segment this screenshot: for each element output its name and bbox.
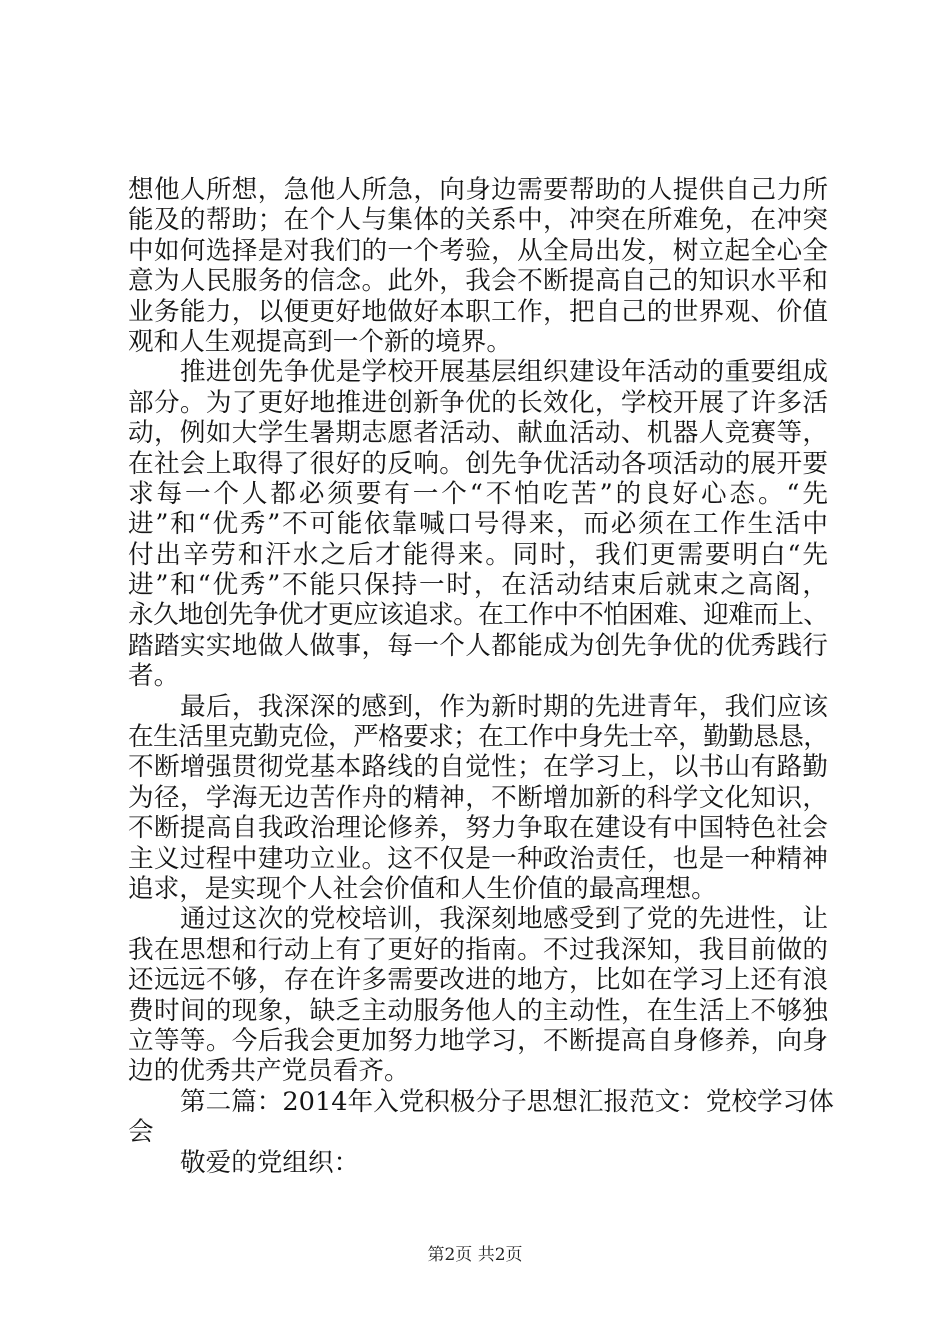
text-line: 立等等。今后我会更加努力地学习，不断提高自身修养，向身 (128, 1025, 828, 1056)
page-number-footer: 第2页 共2页 (427, 1245, 523, 1265)
text-line: 能及的帮助；在个人与集体的关系中，冲突在所难免，在冲突 (128, 205, 828, 236)
paragraph (128, 692, 828, 905)
text-line: 意为人民服务的信念。此外，我会不断提高自己的知识水平和 (128, 266, 828, 297)
text-line: 动，例如大学生暑期志愿者活动、献血活动、机器人竞赛等， (128, 418, 828, 449)
text-line: 还远远不够，存在许多需要改进的地方，比如在学习上还有浪 (128, 965, 828, 996)
heading-line: 第二篇：2014年入党积极分子思想汇报范文：党校学习体 (180, 1086, 834, 1117)
text-line: 最后，我深深的感到，作为新时期的先进青年，我们应该 (180, 691, 828, 722)
paragraph (128, 904, 828, 1086)
paragraph (128, 175, 828, 357)
text-line: 边的优秀共产党员看齐。 (128, 1056, 410, 1087)
paragraph (128, 357, 828, 691)
text-line: 不断提高自我政治理论修养，努力争取在建设有中国特色社会 (128, 813, 828, 844)
text-line: 业务能力，以便更好地做好本职工作，把自己的世界观、价值 (128, 296, 828, 327)
text-line: 通过这次的党校培训，我深刻地感受到了党的先进性，让 (180, 904, 828, 935)
text-line: 踏踏实实地做人做事，每一个人都能成为创先争优的优秀践行 (128, 630, 828, 661)
text-line: 费时间的现象，缺乏主动服务他人的主动性，在生活上不够独 (128, 995, 828, 1026)
text-line: 追求，是实现个人社会价值和人生价值的最高理想。 (128, 873, 717, 904)
text-line: 为径，学海无边苦作舟的精神，不断增加新的科学文化知识， (128, 782, 828, 813)
text-line: 推进创先争优是学校开展基层组织建设年活动的重要组成 (180, 357, 828, 388)
text-line: 不断增强贯彻党基本路线的自觉性；在学习上，以书山有路勤 (128, 752, 828, 783)
text-line: 求每一个人都必须要有一个“不怕吃苦”的良好心态。“先 (128, 478, 828, 509)
text-line: 永久地创先争优才更应该追求。在工作中不怕困难、迎难而上、 (128, 600, 828, 631)
text-line: 者。 (128, 661, 180, 692)
salutation-line: 敬爱的党组织： (180, 1147, 360, 1178)
text-line: 主义过程中建功立业。这不仅是一种政治责任，也是一种精神 (128, 843, 828, 874)
text-line: 付出辛劳和汗水之后才能得来。同时，我们更需要明白“先 (128, 539, 828, 570)
section-heading (128, 1086, 834, 1148)
heading-line: 会 (128, 1117, 154, 1148)
text-line: 在社会上取得了很好的反响。创先争优活动各项活动的展开要 (128, 448, 828, 479)
text-line: 观和人生观提高到一个新的境界。 (128, 326, 512, 357)
text-line: 部分。为了更好地推进创新争优的长效化，学校开展了许多活 (128, 387, 828, 418)
text-line: 进”和“优秀”不可能依靠喊口号得来，而必须在工作生活中 (128, 509, 828, 540)
text-line: 中如何选择是对我们的一个考验，从全局出发，树立起全心全 (128, 235, 828, 266)
salutation (128, 1148, 828, 1178)
text-line: 我在思想和行动上有了更好的指南。不过我深知，我目前做的 (128, 934, 828, 965)
text-line: 想他人所想，急他人所急，向身边需要帮助的人提供自己力所 (128, 175, 828, 205)
document-body (128, 175, 834, 1178)
text-line: 进”和“优秀”不能只保持一时，在活动结束后就束之高阁， (128, 570, 828, 601)
text-line: 在生活里克勤克俭，严格要求；在工作中身先士卒，勤勤恳恳， (128, 722, 828, 753)
